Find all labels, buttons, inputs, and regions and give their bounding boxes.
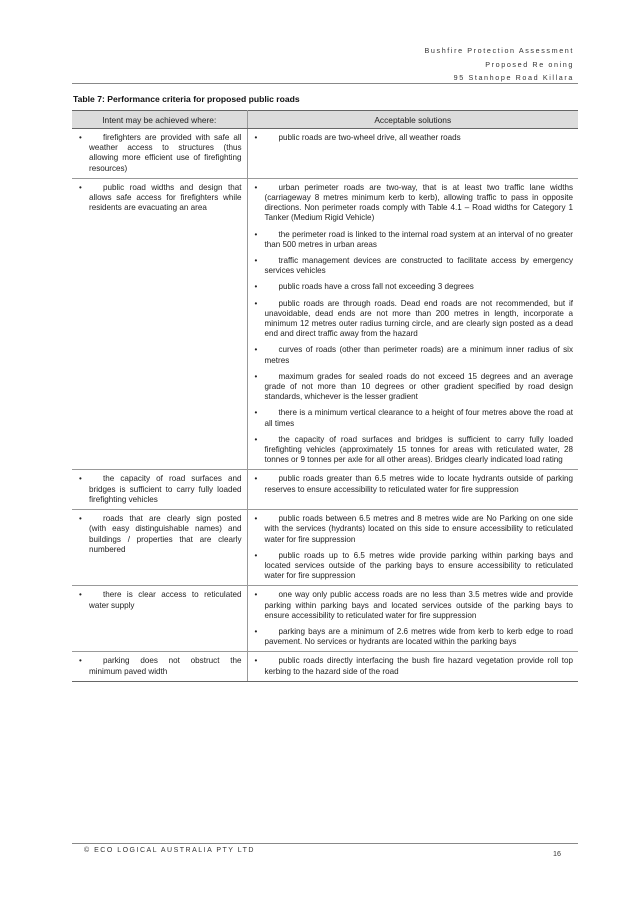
intent-text: there is clear access to reticulated water supply: [89, 590, 242, 610]
table-body: [72, 129, 578, 682]
bullet-item: [77, 474, 242, 505]
column-header-solutions: Acceptable solutions: [247, 111, 578, 129]
bullet-icon: •: [254, 550, 258, 560]
footer-company: © ECO LOGICAL AUSTRALIA PTY LTD: [84, 847, 255, 854]
header-divider: [72, 83, 578, 84]
bullet-icon: •: [79, 514, 82, 524]
bullet-icon: •: [254, 182, 258, 192]
bullet-item: [253, 256, 574, 276]
intent-cell: [72, 652, 247, 681]
intent-text: firefighters are provided with safe all weather access to structures (thus allowing more efficient use of firefighting resources): [89, 133, 242, 173]
bullet-icon: •: [79, 133, 82, 142]
bullet-icon: •: [254, 474, 258, 484]
performance-criteria-table: [72, 110, 578, 682]
bullet-item: [253, 299, 574, 340]
intent-cell: [72, 586, 247, 652]
bullet-item: [253, 514, 574, 545]
table-row: [72, 178, 578, 470]
bullet-icon: •: [254, 656, 258, 666]
bullet-icon: •: [79, 590, 82, 600]
intent-cell: [72, 129, 247, 179]
solution-text: there is a minimum vertical clearance to a height of four metres above the road at all times: [264, 408, 573, 428]
table-row: [72, 510, 578, 586]
bullet-icon: •: [254, 434, 258, 444]
bullet-item: [253, 590, 574, 621]
solution-text: maximum grades for sealed roads do not exceed 15 degrees and an average grade of not more than 10 degrees or other gradient specified by road design standards, whichever is the lesser gradient: [264, 371, 573, 402]
bullet-icon: •: [79, 656, 82, 666]
header-project: Proposed Re oning: [485, 60, 574, 69]
intent-cell: [72, 510, 247, 586]
bullet-item: [253, 408, 574, 428]
solution-text: parking bays are a minimum of 2.6 metres wide from kerb to kerb edge to road pavement. No services or hydrants are located within the parking bays: [264, 626, 573, 647]
bullet-icon: •: [254, 133, 258, 142]
bullet-icon: •: [79, 182, 82, 192]
intent-text: the capacity of road surfaces and bridges is sufficient to carry fully loaded firefighting vehicles: [89, 474, 242, 504]
bullet-icon: •: [254, 256, 258, 266]
bullet-item: [77, 183, 242, 214]
bullet-icon: •: [254, 282, 258, 292]
solution-text: traffic management devices are constructed to facilitate access by emergency services vehicles: [264, 256, 573, 276]
solution-text: the perimeter road is linked to the internal road system at an interval of no greater than 500 metres in urban areas: [264, 229, 573, 249]
bullet-item: [253, 372, 574, 403]
bullet-icon: •: [254, 626, 258, 636]
solution-text: public roads greater than 6.5 metres wide to locate hydrants outside of parking reserves to ensure accessibility to reticulated water for fire suppression: [264, 474, 573, 494]
solutions-cell: [247, 652, 578, 681]
bullet-item: [253, 551, 574, 582]
bullet-item: [253, 435, 574, 466]
bullet-item: [77, 133, 242, 174]
header-document-title: Bushfire Protection Assessment: [424, 46, 574, 55]
bullet-icon: •: [254, 345, 258, 355]
bullet-item: [253, 183, 574, 224]
solution-text: one way only public access roads are no less than 3.5 metres wide and provide parking within parking bays and located services outside of the parking bays to ensure accessibility to reticulated water for fire suppression: [264, 590, 573, 620]
bullet-icon: •: [254, 514, 258, 524]
table-caption: Table 7: Performance criteria for proposed public roads: [73, 94, 300, 104]
solutions-cell: [247, 129, 578, 179]
solution-text: public roads up to 6.5 metres wide provide parking within parking bays and located services outside of the parking bays to ensure accessibility to reticulated water for fire suppression: [264, 550, 573, 581]
intent-cell: [72, 470, 247, 510]
bullet-icon: •: [254, 590, 258, 600]
bullet-item: [253, 474, 574, 494]
solution-text: public roads have a cross fall not exceeding 3 degrees: [278, 282, 474, 292]
bullet-item: [253, 133, 574, 143]
solutions-cell: [247, 586, 578, 652]
bullet-icon: •: [254, 298, 258, 308]
bullet-icon: •: [79, 474, 82, 484]
bullet-item: [253, 230, 574, 250]
solution-text: public roads are through roads. Dead end roads are not recommended, but if unavoidable, dead ends are not more than 200 metres in length, incorporate a minimum 12 metres outer radius turning circle, and are clearly sign posted as a dead end and direct traffic away from the hazard: [264, 298, 573, 339]
table-row: [72, 652, 578, 681]
solution-text: public roads between 6.5 metres and 8 metres wide are No Parking on one side with the services (hydrants) located on this side to ensure accessibility to reticulated water for fire suppression: [264, 514, 573, 544]
header-address: 95 Stanhope Road Killara: [453, 73, 574, 82]
bullet-item: [77, 514, 242, 555]
table-row: [72, 586, 578, 652]
solution-text: public roads directly interfacing the bush fire hazard vegetation provide roll top kerbing to the hazard side of the road: [264, 656, 573, 676]
intent-text: public road widths and design that allows safe access for firefighters while residents are evacuating an area: [89, 182, 242, 213]
intent-text: roads that are clearly sign posted (with easy distinguishable names) and buildings / properties that are clearly numbered: [89, 514, 242, 554]
bullet-item: [253, 345, 574, 365]
column-header-intent: Intent may be achieved where:: [72, 111, 247, 129]
table-header-row: [72, 111, 578, 129]
table-row: [72, 470, 578, 510]
bullet-item: [253, 656, 574, 676]
page-number: 16: [553, 849, 561, 858]
intent-cell: [72, 178, 247, 470]
footer-divider: [72, 843, 578, 844]
solution-text: the capacity of road surfaces and bridges is sufficient to carry fully loaded firefighting vehicles (approximately 15 tonnes for areas with reticulated water, 28 tonnes or 9 tonnes per axle for all other areas). Bridges clearly indicated load rating: [264, 434, 573, 465]
bullet-item: [253, 627, 574, 647]
bullet-icon: •: [254, 371, 258, 381]
bullet-item: [77, 656, 242, 676]
table-row: [72, 129, 578, 179]
intent-text: parking does not obstruct the minimum paved width: [89, 656, 242, 676]
solutions-cell: [247, 510, 578, 586]
bullet-icon: •: [254, 229, 258, 239]
solutions-cell: [247, 470, 578, 510]
solution-text: urban perimeter roads are two-way, that is at least two traffic lane widths (carriageway 8 metres minimum kerb to kerb), allowing traffic to pass in opposite directions. Non perimeter roads comply with Table 4.1 – Road widths for Category 1 Tanker (Medium Rigid Vehicle): [264, 182, 573, 223]
bullet-item: [253, 282, 574, 292]
solution-text: public roads are two-wheel drive, all weather roads: [278, 133, 461, 142]
solutions-cell: [247, 178, 578, 470]
bullet-item: [77, 590, 242, 610]
bullet-icon: •: [254, 408, 258, 418]
solution-text: curves of roads (other than perimeter roads) are a minimum inner radius of six metres: [264, 345, 573, 365]
